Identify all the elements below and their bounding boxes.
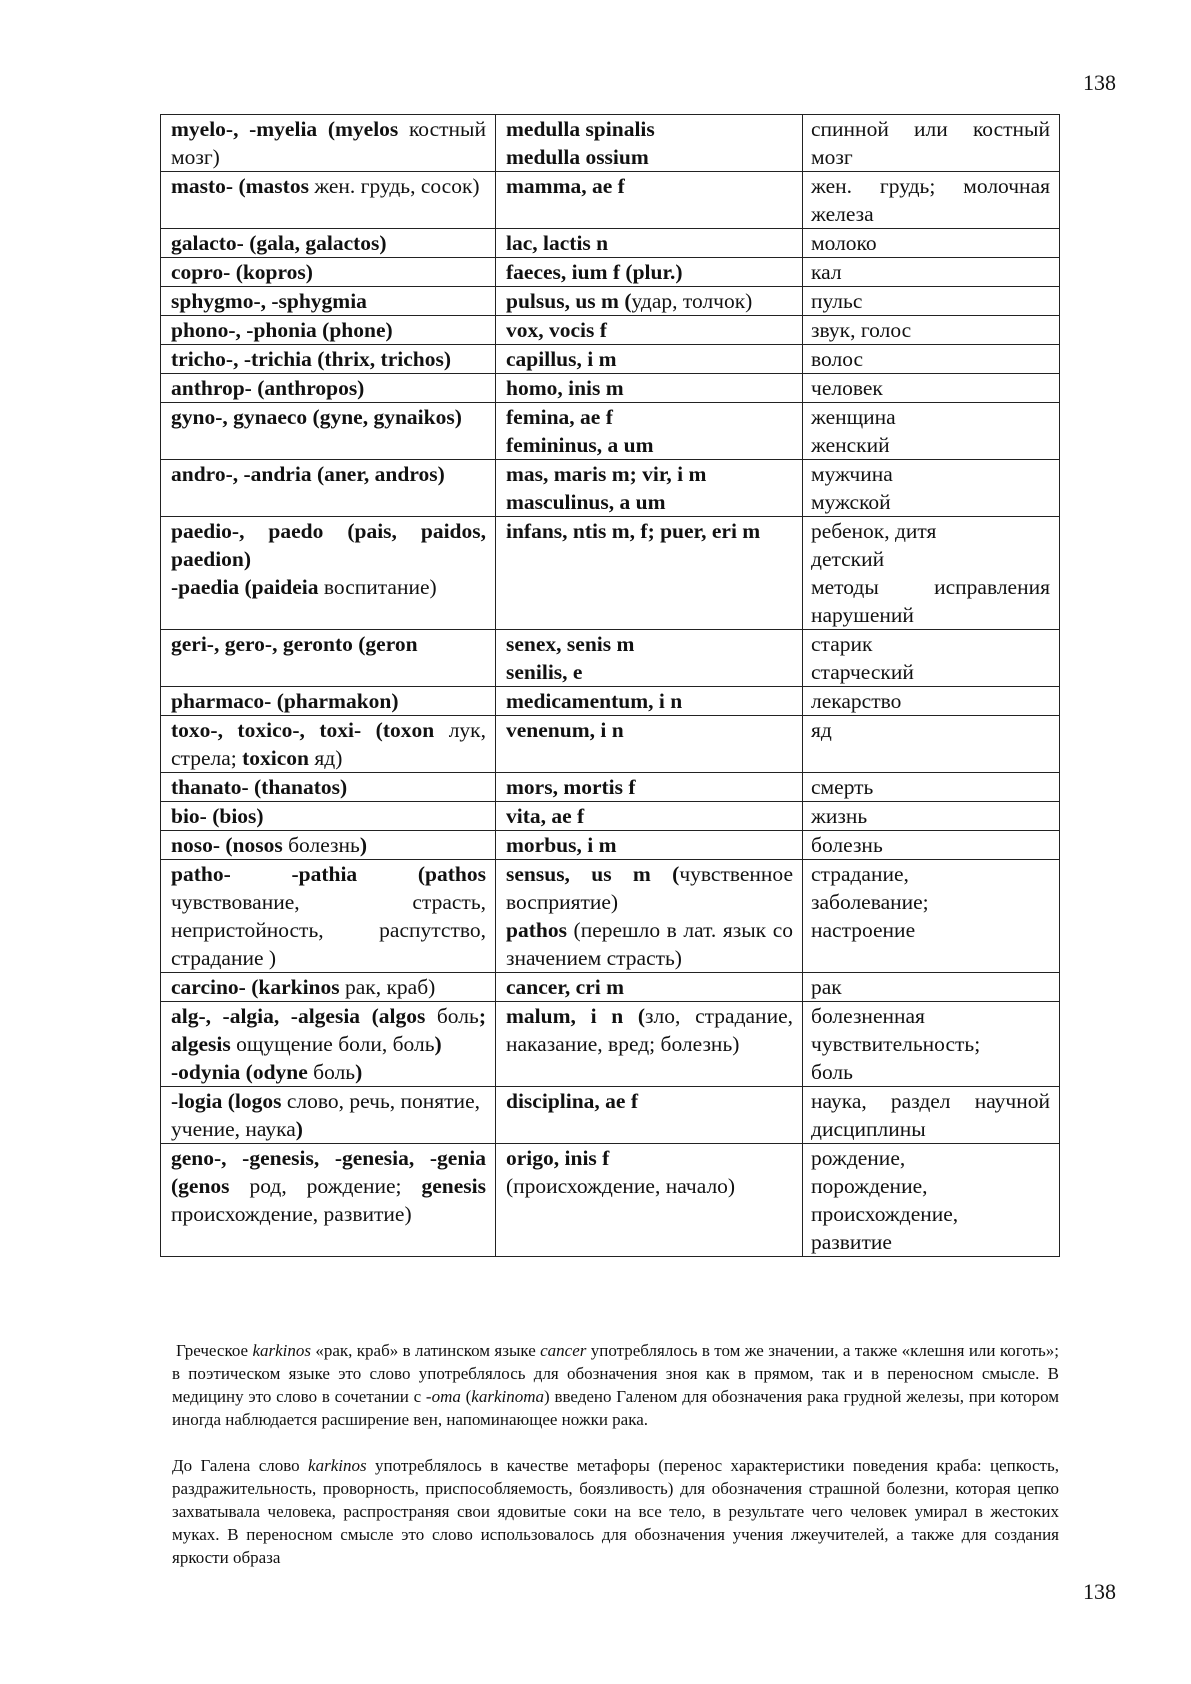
latin-term-cell: femina, ae f femininus, a um [496,403,803,460]
latin-term-cell: malum, i n (зло, страдание, наказание, вред; болезнь) [496,1002,803,1087]
latin-term-cell: morbus, i m [496,831,803,860]
latin-term-cell: infans, ntis m, f; puer, eri m [496,517,803,630]
russian-meaning-cell: старик старческий [803,630,1060,687]
greek-term-cell: sphygmo-, -sphygmia [161,287,496,316]
table-row [161,403,1060,460]
table-row [161,802,1060,831]
russian-meaning-cell: яд [803,716,1060,773]
table-row [161,860,1060,973]
greek-term-cell: myelo-, -myelia (myelos костный мозг) [161,115,496,172]
table-row [161,517,1060,630]
greek-term-cell: bio- (bios) [161,802,496,831]
latin-term-cell: sensus, us m (чувственное восприятие) pathos (перешло в лат. язык со значением страсть) [496,860,803,973]
latin-term-cell: mas, maris m; vir, i m masculinus, a um [496,460,803,517]
table-row [161,115,1060,172]
greek-term-cell: phono-, -phonia (phone) [161,316,496,345]
latin-term-cell: faeces, ium f (plur.) [496,258,803,287]
greek-term-cell: gyno-, gynaeco (gyne, gynaikos) [161,403,496,460]
latin-term-cell: homo, inis m [496,374,803,403]
page-number-top: 138 [1083,70,1116,95]
table-row [161,374,1060,403]
greek-term-cell: toxo-, toxico-, toxi- (toxon лук, стрела; toxicon яд) [161,716,496,773]
greek-term-cell: alg-, -algia, -algesia (algos боль; algesis ощущение боли, боль) -odynia (odyne боль) [161,1002,496,1087]
table-row [161,1144,1060,1257]
russian-meaning-cell: наука, раздел научной дисциплины [803,1087,1060,1144]
table-row [161,172,1060,229]
table-row [161,229,1060,258]
russian-meaning-cell: спинной или костный мозг [803,115,1060,172]
russian-meaning-cell: смерть [803,773,1060,802]
russian-meaning-cell: звук, голос [803,316,1060,345]
latin-term-cell: vox, vocis f [496,316,803,345]
latin-term-cell: vita, ae f [496,802,803,831]
latin-term-cell: venenum, i n [496,716,803,773]
greek-term-cell: paedio-, paedo (pais, paidos, paedion) -paedia (paideia воспитание) [161,517,496,630]
greek-term-cell: thanato- (thanatos) [161,773,496,802]
russian-meaning-cell: страдание, заболевание; настроение [803,860,1060,973]
latin-term-cell: medicamentum, i n [496,687,803,716]
table-row [161,258,1060,287]
greek-term-cell: andro-, -andria (aner, andros) [161,460,496,517]
latin-term-cell: origo, inis f (происхождение, начало) [496,1144,803,1257]
greek-term-cell: -logia (logos слово, речь, понятие, учение, наука) [161,1087,496,1144]
table-row [161,1002,1060,1087]
note-paragraph-karkinos: Греческое karkinos «рак, краб» в латинском языке cancer употреблялось в том же значении, а также «клешня или коготь»; в поэтическом языке это слово употреблялось для обозначения зноя как в прямом, так и в переносном смысле. В медицину это слово в сочетании с -oma (karkinoma) введено Галеном для обозначения рака грудной железы, при котором иногда наблюдается расширение вен, напоминающее ножки рака. [172,1341,1059,1429]
russian-meaning-cell: рождение, порождение, происхождение, развитие [803,1144,1060,1257]
greek-term-cell: pharmaco- (pharmakon) [161,687,496,716]
russian-meaning-cell: болезненная чувствительность; боль [803,1002,1060,1087]
russian-meaning-cell: лекарство [803,687,1060,716]
russian-meaning-cell: жен. грудь; молочная железа [803,172,1060,229]
terminology-table-body [161,115,1060,1257]
table-row [161,630,1060,687]
latin-term-cell: medulla spinalis medulla ossium [496,115,803,172]
greek-term-cell: tricho-, -trichia (thrix, trichos) [161,345,496,374]
table-row [161,316,1060,345]
table-row [161,1087,1060,1144]
table-row [161,773,1060,802]
greek-term-cell: geri-, gero-, geronto (geron [161,630,496,687]
table-row [161,460,1060,517]
latin-term-cell: senex, senis m senilis, e [496,630,803,687]
greek-term-cell: carcino- (karkinos рак, краб) [161,973,496,1002]
greek-term-cell: geno-, -genesis, -genesia, -genia (genos род, рождение; genesis происхождение, развитие) [161,1144,496,1257]
note-paragraph-galen: До Галена слово karkinos употреблялось в качестве метафоры (перенос характеристики поведения краба: цепкость, раздражительность, проворность, приспособляемость, боязливость) для обозначения страшной болезни, которая цепко захватывала человека, распространяя свои ядовитые соки на все тело, в результате чего человек умирал в жестоких муках. В переносном смысле это слово использовалось для обозначения учения лжеучителей, а также для создания яркости образа [172,1456,1059,1567]
table-row [161,831,1060,860]
table-row [161,345,1060,374]
russian-meaning-cell: кал [803,258,1060,287]
russian-meaning-cell: рак [803,973,1060,1002]
greek-term-cell: masto- (mastos жен. грудь, сосок) [161,172,496,229]
page-number-bottom: 138 [1083,1579,1116,1604]
latin-term-cell: mors, mortis f [496,773,803,802]
russian-meaning-cell: болезнь [803,831,1060,860]
table-row [161,287,1060,316]
greek-term-cell: noso- (nosos болезнь) [161,831,496,860]
russian-meaning-cell: жизнь [803,802,1060,831]
latin-term-cell: lac, lactis n [496,229,803,258]
greek-term-cell: copro- (kopros) [161,258,496,287]
latin-term-cell: disciplina, ae f [496,1087,803,1144]
russian-meaning-cell: женщина женский [803,403,1060,460]
greek-term-cell: anthrop- (anthropos) [161,374,496,403]
latin-term-cell: pulsus, us m (удар, толчок) [496,287,803,316]
russian-meaning-cell: мужчина мужской [803,460,1060,517]
terminology-table [160,114,1060,1257]
greek-term-cell: patho- -pathia (pathos чувствование, страсть, непристойность, распутство, страдание ) [161,860,496,973]
greek-term-cell: galacto- (gala, galactos) [161,229,496,258]
russian-meaning-cell: ребенок, дитя детский методы исправления нарушений [803,517,1060,630]
latin-term-cell: cancer, cri m [496,973,803,1002]
russian-meaning-cell: человек [803,374,1060,403]
table-row [161,973,1060,1002]
russian-meaning-cell: пульс [803,287,1060,316]
latin-term-cell: capillus, i m [496,345,803,374]
russian-meaning-cell: волос [803,345,1060,374]
table-row [161,716,1060,773]
table-row [161,687,1060,716]
russian-meaning-cell: молоко [803,229,1060,258]
latin-term-cell: mamma, ae f [496,172,803,229]
